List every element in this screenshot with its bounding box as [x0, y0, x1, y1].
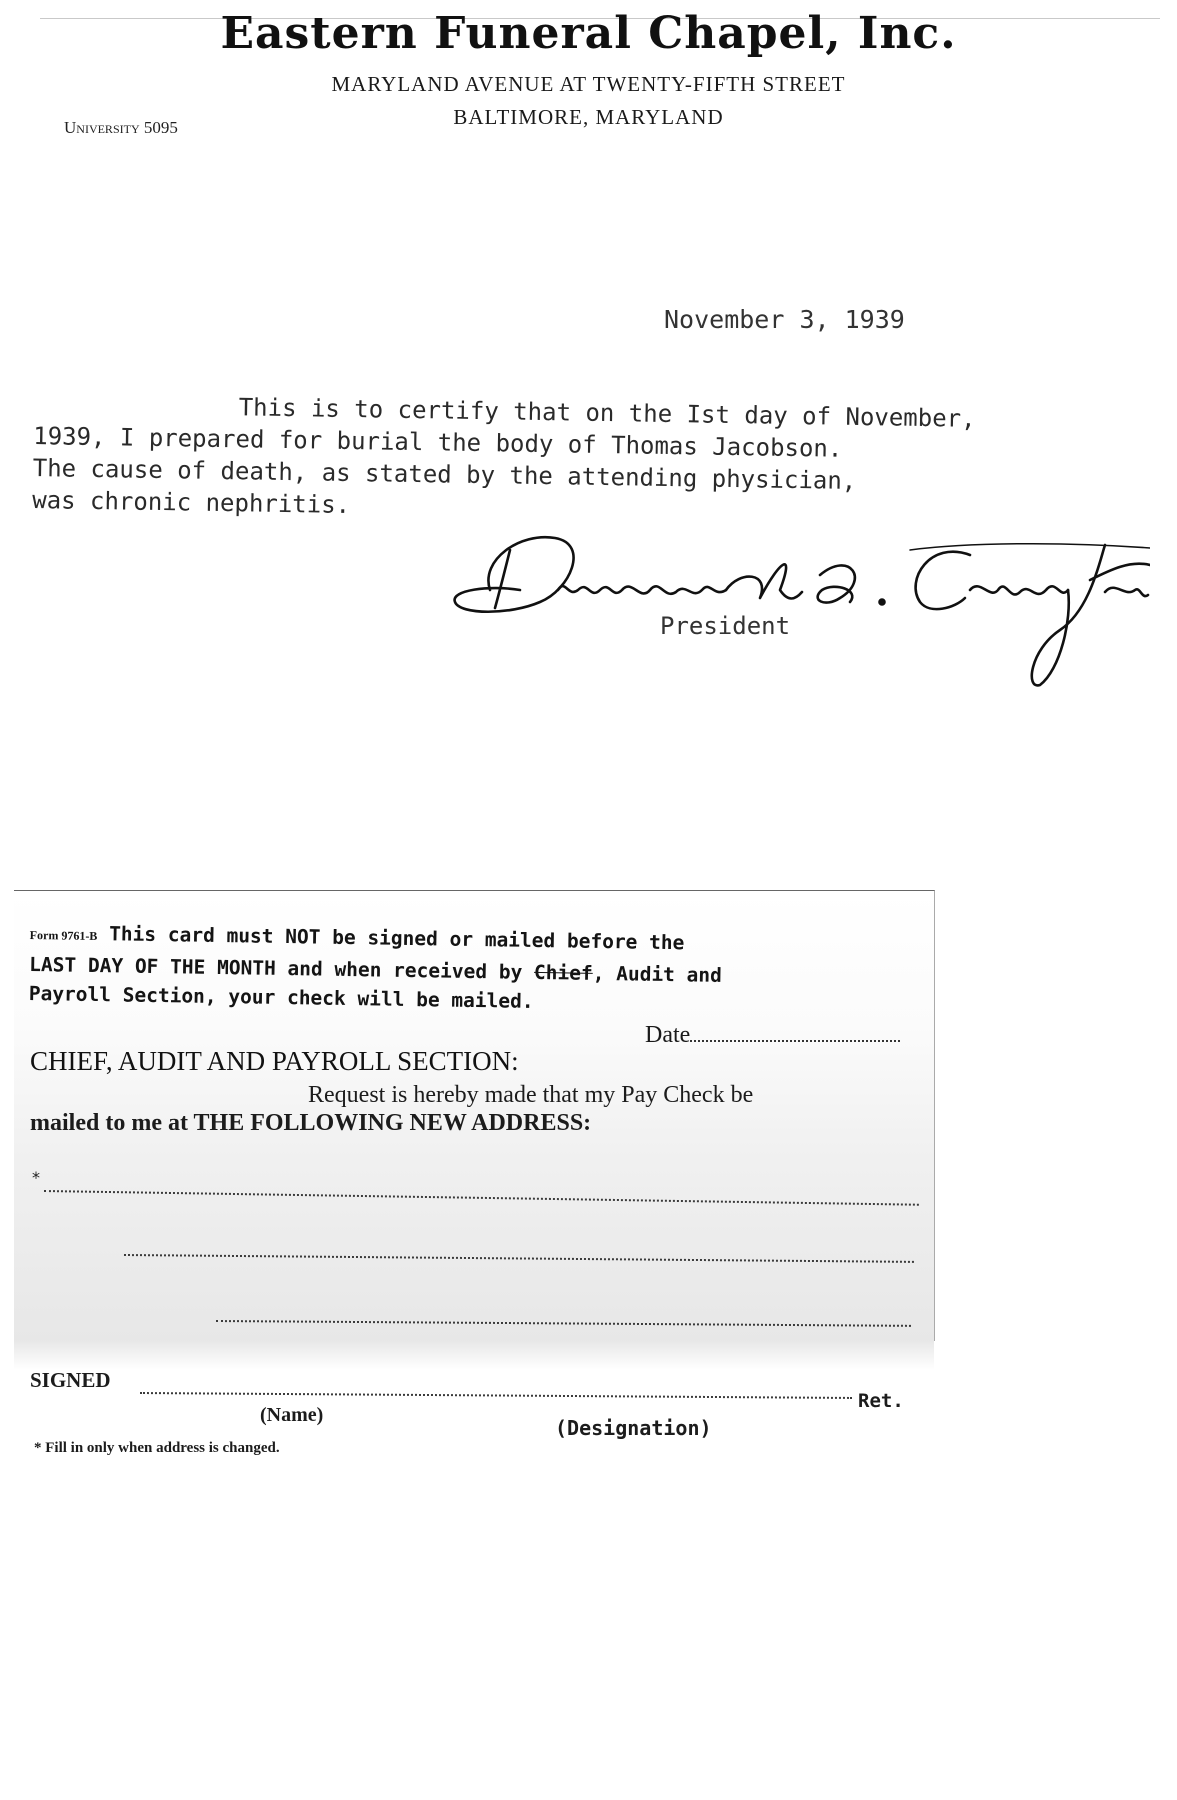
form-number: Form 9761-B — [29, 927, 98, 944]
letter-body — [32, 388, 1159, 534]
phone-exchange: University 5095 — [64, 118, 178, 137]
address-line-1: MARYLAND AVENUE AT TWENTY-FIFTH STREET — [331, 72, 846, 96]
notice-line-3: Payroll Section, your check will be mailed. — [28, 981, 534, 1013]
card-notice — [29, 918, 930, 1022]
handwritten-signature — [450, 520, 1150, 690]
date-blank[interactable] — [690, 1040, 900, 1042]
card-date-field — [645, 1022, 900, 1049]
signature-line[interactable] — [140, 1392, 852, 1399]
name-label: (Name) — [260, 1404, 324, 1426]
ret-label: Ret. — [858, 1390, 904, 1412]
signed-label: SIGNED — [30, 1368, 111, 1392]
letter-date: November 3, 1939 — [664, 305, 905, 334]
letter-line-2: 1939, I prepared for burial the body of Thomas Jacobson. — [33, 421, 843, 463]
letter-line-3: The cause of death, as stated by the attending physician, — [32, 453, 857, 495]
request-text-2: mailed to me at THE FOLLOWING NEW ADDRESS: — [30, 1110, 592, 1136]
signer-title: President — [660, 612, 791, 640]
designation-label: (Designation) — [555, 1416, 712, 1440]
struck-word: Chief — [533, 960, 593, 985]
letter-line-1: This is to certify that on the Ist day of November, — [238, 393, 976, 433]
address-asterisk: * — [32, 1168, 40, 1187]
notice-text-1: This card must NOT be signed or mailed before the — [108, 922, 685, 955]
company-name: Eastern Funeral Chapel, Inc. — [220, 8, 957, 59]
footnote: * Fill in only when address is changed. — [34, 1440, 280, 1456]
notice-text-2-end: , Audit and — [592, 961, 723, 987]
notice-text-2: LAST DAY OF THE MONTH and when received by — [29, 952, 535, 984]
chief-heading: CHIEF, AUDIT AND PAYROLL SECTION: — [30, 1046, 519, 1076]
card-shadow — [14, 1340, 934, 1370]
address-line-2: BALTIMORE, MARYLAND — [453, 105, 724, 129]
request-text: Request is hereby made that my Pay Check be — [308, 1082, 754, 1108]
date-label: Date — [645, 1022, 691, 1048]
letter-line-4: was chronic nephritis. — [32, 485, 351, 519]
